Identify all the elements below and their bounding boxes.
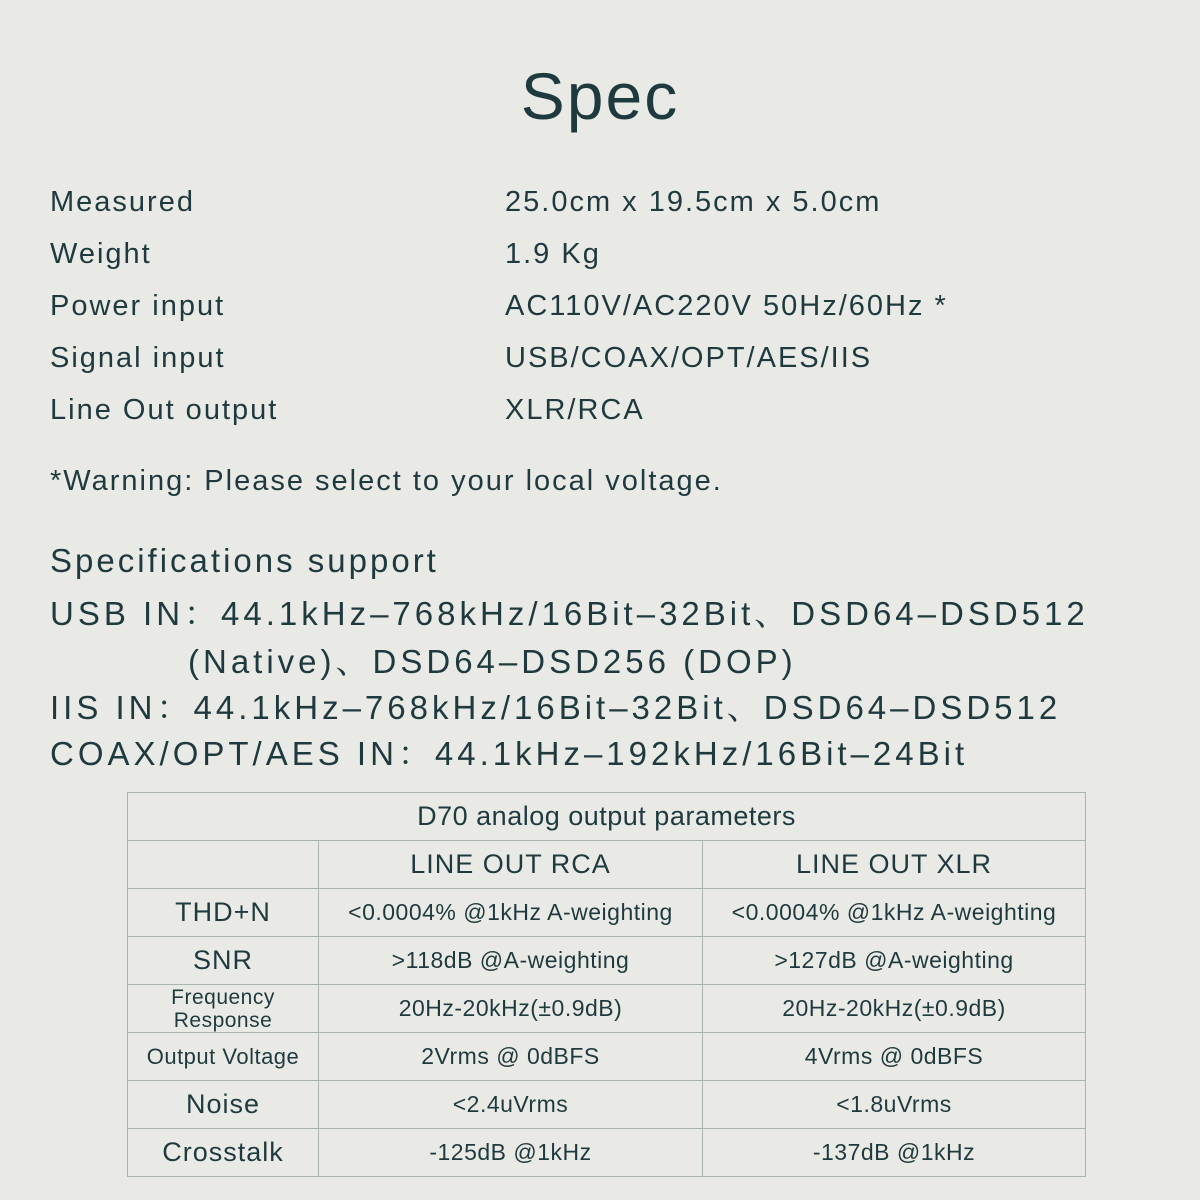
row-label: Noise	[128, 1081, 319, 1129]
table-header-xlr: LINE OUT XLR	[703, 841, 1086, 889]
row-label-text: Frequency Response	[171, 985, 275, 1032]
support-line-iis: IIS IN：44.1kHz–768kHz/16Bit–32Bit、DSD64–DSD512	[50, 689, 1062, 726]
support-line-usb-cont: (Native)、DSD64–DSD256 (DOP)	[188, 643, 797, 680]
cell-xlr: 4Vrms @ 0dBFS	[703, 1033, 1086, 1081]
spec-label: Signal input	[50, 341, 226, 374]
cell-rca: 20Hz-20kHz(±0.9dB)	[319, 985, 703, 1033]
row-label: SNR	[128, 937, 319, 985]
spec-label: Weight	[50, 237, 152, 270]
analog-output-table	[127, 792, 1086, 1177]
spec-label: Power input	[50, 289, 226, 322]
spec-row-measured	[50, 176, 1150, 228]
spec-row-line-out	[50, 384, 1150, 436]
spec-value: 1.9 Kg	[505, 237, 601, 270]
spec-value: USB/COAX/OPT/AES/IIS	[505, 341, 873, 374]
table-row	[128, 1129, 1086, 1177]
row-label: THD+N	[128, 889, 319, 937]
table-row	[128, 937, 1086, 985]
row-label: Output Voltage	[128, 1033, 319, 1081]
support-heading: Specifications support	[50, 542, 439, 579]
table-header-row	[128, 841, 1086, 889]
row-label	[128, 985, 319, 1033]
table-header-rca: LINE OUT RCA	[319, 841, 703, 889]
row-label: Crosstalk	[128, 1129, 319, 1177]
table-row	[128, 1033, 1086, 1081]
cell-rca: <2.4uVrms	[319, 1081, 703, 1129]
cell-xlr: >127dB @A-weighting	[703, 937, 1086, 985]
cell-xlr: 20Hz-20kHz(±0.9dB)	[703, 985, 1086, 1033]
cell-rca: <0.0004% @1kHz A-weighting	[319, 889, 703, 937]
table-row	[128, 985, 1086, 1033]
spec-value: 25.0cm x 19.5cm x 5.0cm	[505, 185, 882, 218]
spec-list	[50, 176, 1150, 436]
spec-value: XLR/RCA	[505, 393, 645, 426]
cell-xlr: <0.0004% @1kHz A-weighting	[703, 889, 1086, 937]
cell-rca: >118dB @A-weighting	[319, 937, 703, 985]
cell-xlr: -137dB @1kHz	[703, 1129, 1086, 1177]
spec-label: Measured	[50, 185, 195, 218]
spec-label: Line Out output	[50, 393, 279, 426]
table-header-empty	[128, 841, 319, 889]
table-row	[128, 889, 1086, 937]
spec-row-signal-input	[50, 332, 1150, 384]
cell-xlr: <1.8uVrms	[703, 1081, 1086, 1129]
voltage-warning: *Warning: Please select to your local voltage.	[50, 465, 723, 497]
support-line-coax: COAX/OPT/AES IN：44.1kHz–192kHz/16Bit–24Bit	[50, 735, 969, 772]
page-title: Spec	[520, 59, 680, 133]
cell-rca: 2Vrms @ 0dBFS	[319, 1033, 703, 1081]
support-line-usb: USB IN：44.1kHz–768kHz/16Bit–32Bit、DSD64–DSD512	[50, 595, 1089, 632]
table-caption: D70 analog output parameters	[128, 793, 1086, 841]
spec-value: AC110V/AC220V 50Hz/60Hz *	[505, 289, 948, 322]
table-caption-row	[128, 793, 1086, 841]
table-row	[128, 1081, 1086, 1129]
cell-rca: -125dB @1kHz	[319, 1129, 703, 1177]
spec-row-power-input	[50, 280, 1150, 332]
spec-row-weight	[50, 228, 1150, 280]
